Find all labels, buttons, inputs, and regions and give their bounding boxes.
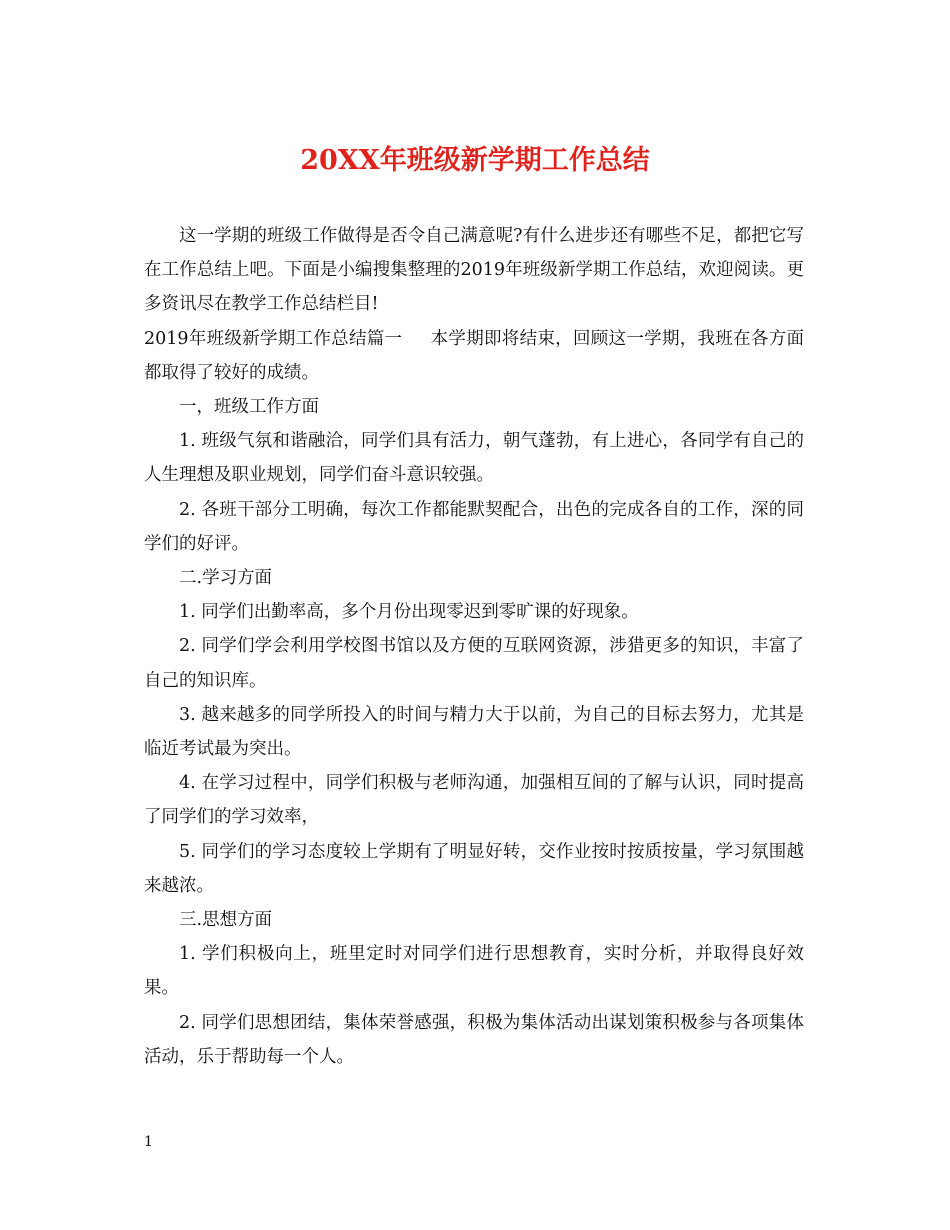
page-number: 1 — [144, 1134, 153, 1150]
section-item: 1. 班级气氛和谐融洽，同学们具有活力，朝气蓬勃，有上进心，各同学有自己的人生理想及职业规划，同学们奋斗意识较强。 — [144, 431, 804, 486]
document-body — [144, 219, 804, 1074]
intro-paragraph: 这一学期的班级工作做得是否令自己满意呢?有什么进步还有哪些不足，都把它写在工作总结上吧。下面是小编搜集整理的2019年班级新学期工作总结，欢迎阅读。更多资讯尽在教学工作总结栏目! — [144, 226, 804, 315]
section-heading: 三.思想方面 — [179, 910, 273, 931]
section-item: 2. 同学们思想团结，集体荣誉感强，积极为集体活动出谋划策积极参与各项集体活动，乐于帮助每一个人。 — [144, 1012, 804, 1067]
section-item: 3. 越来越多的同学所投入的时间与精力大于以前，为自己的目标去努力，尤其是临近考试最为突出。 — [144, 704, 804, 760]
opening-paragraph — [144, 322, 804, 390]
section-item: 1. 学们积极向上，班里定时对同学们进行思想教育，实时分析，并取得良好效果。 — [144, 944, 804, 999]
section-label: 2019年班级新学期工作总结篇一 — [144, 328, 403, 349]
section-item: 4. 在学习过程中，同学们积极与老师沟通，加强相互间的了解与认识，同时提高了同学们的学习效率， — [144, 773, 804, 828]
opening-text: 本学期即将结束，回顾这一学期，我班在各方面都取得了较好的成绩。 — [144, 328, 804, 383]
section-item: 2. 各班干部分工明确，每次工作都能默契配合，出色的完成各自的工作，深的同学们的好评。 — [144, 499, 804, 554]
document-title: 20XX年班级新学期工作总结 — [300, 145, 650, 176]
section-heading: 一，班级工作方面 — [179, 397, 319, 418]
section-item: 1. 同学们出勤率高，多个月份出现零迟到零旷课的好现象。 — [179, 602, 639, 623]
section-heading: 二.学习方面 — [179, 568, 273, 589]
section-item: 2. 同学们学会利用学校图书馆以及方便的互联网资源，涉猎更多的知识，丰富了自己的知识库。 — [144, 636, 804, 691]
section-item: 5. 同学们的学习态度较上学期有了明显好转，交作业按时按质按量，学习氛围越来越浓。 — [144, 841, 804, 896]
